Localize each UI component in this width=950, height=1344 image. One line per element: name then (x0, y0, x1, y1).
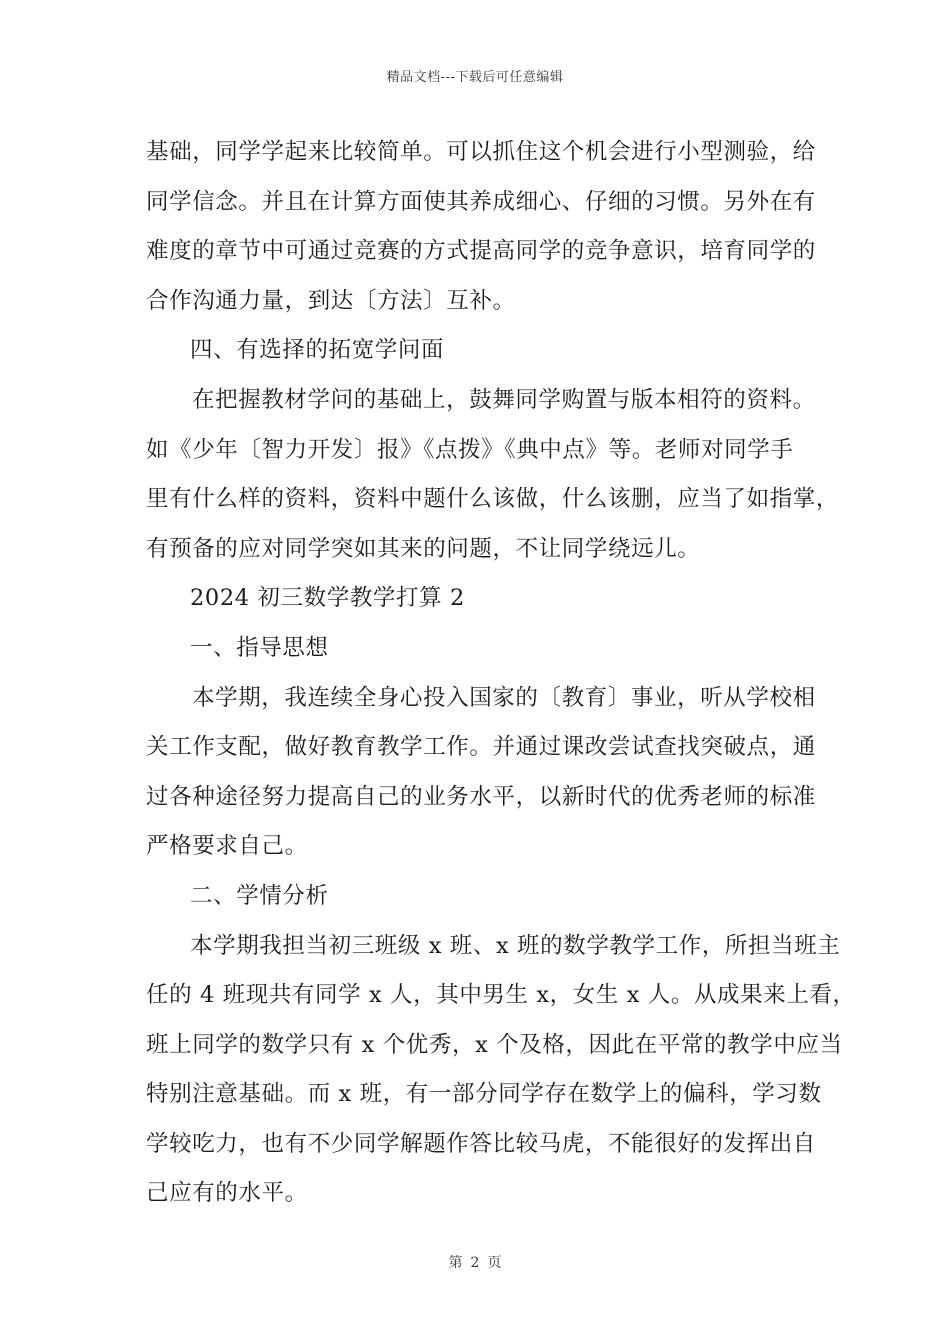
body-line: 基础，同学学起来比较简单。可以抓住这个机会进行小型测验，给 (146, 139, 816, 165)
section-heading: 一、指导思想 (190, 634, 329, 661)
body-line: 任的 4 班现共有同学 x 人，其中男生 x，女生 x 人。从成果来上看， (146, 982, 856, 1009)
body-line: 关工作支配，做好教育教学工作。并通过课改尝试查找突破点，通 (146, 734, 816, 761)
page-header: 精品文档---下载后可任意编辑 (386, 70, 564, 85)
body-line: 在把握教材学问的基础上，鼓舞同学购置与版本相符的资料。 (192, 386, 816, 413)
page-footer-prefix: 第 (448, 1255, 463, 1271)
body-line: 合作沟通力量，到达〔方法〕互补。 (146, 287, 516, 314)
body-line: 同学信念。并且在计算方面使其养成细心、仔细的习惯。另外在有 (146, 188, 816, 215)
section-heading: 二、学情分析 (190, 882, 329, 909)
body-line: 如《少年〔智力开发〕报》《点拨》《典中点》等。老师对同学手 (146, 436, 794, 463)
page-footer (0, 1252, 950, 1272)
body-line: 严格要求自己。 (146, 833, 308, 860)
body-line: 本学期，我连续全身心投入国家的〔教育〕事业，听从学校相 (192, 684, 816, 711)
document-body (146, 128, 856, 1219)
section-heading: 四、有选择的拓宽学问面 (190, 337, 445, 364)
body-line: 己应有的水平。 (146, 1180, 308, 1207)
body-line: 里有什么样的资料，资料中题什么该做，什么该删，应当了如指掌， (146, 486, 840, 513)
body-line: 特别注意基础。而 x 班，有一部分同学存在数学上的偏科，学习数 (146, 1081, 822, 1108)
body-line: 班上同学的数学只有 x 个优秀，x 个及格，因此在平常的教学中应当 (146, 1031, 843, 1058)
page-number: 2 (470, 1255, 480, 1271)
body-line: 本学期我担当初三班级 x 班、x 班的数学教学工作，所担当班主 (190, 932, 841, 959)
document-title: 2024 初三数学教学打算 2 (190, 585, 465, 612)
body-line: 学较吃力，也有不少同学解题作答比较马虎，不能很好的发挥出自 (146, 1130, 816, 1157)
body-line: 难度的章节中可通过竞赛的方式提高同学的竞争意识，培育同学的 (146, 238, 816, 265)
page-footer-suffix: 页 (487, 1255, 502, 1271)
body-line: 有预备的应对同学突如其来的问题，不让同学绕远儿。 (146, 535, 701, 562)
body-line: 过各种途径努力提高自己的业务水平，以新时代的优秀老师的标准 (146, 783, 816, 810)
